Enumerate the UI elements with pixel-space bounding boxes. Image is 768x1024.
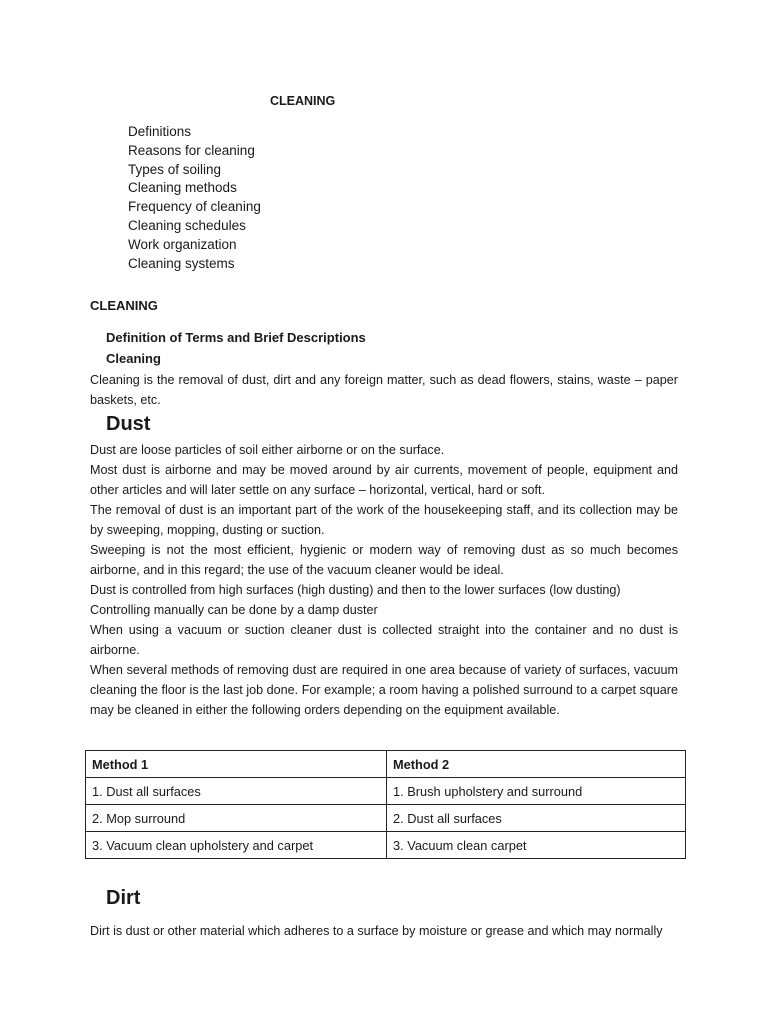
dirt-definition: Dirt is dust or other material which adheres to a surface by moisture or grease and which may normally [90,924,663,938]
table-cell: 2. Mop surround [86,805,387,832]
dust-paragraph: When using a vacuum or suction cleaner dust is collected straight into the container and no dust is airborne. [90,623,678,657]
contents-list [128,123,261,273]
definitions-heading: Definition of Terms and Brief Descriptions [106,330,366,345]
table-header-cell: Method 1 [86,751,387,778]
contents-item: Cleaning schedules [128,217,246,233]
table-cell: 3. Vacuum clean carpet [387,832,686,859]
table-cell: 2. Dust all surfaces [387,805,686,832]
table-row [86,778,686,805]
methods-table [85,750,686,859]
section-heading: CLEANING [90,298,158,313]
table-cell: 1. Dust all surfaces [86,778,387,805]
dust-paragraph: Controlling manually can be done by a damp duster [90,603,378,617]
contents-item: Cleaning systems [128,255,235,271]
dust-heading: Dust [106,413,151,435]
contents-item: Frequency of cleaning [128,199,261,215]
document-title: CLEANING [270,94,336,108]
table-row [86,805,686,832]
contents-item: Types of soiling [128,161,222,177]
dust-paragraph: Dust is controlled from high surfaces (high dusting) and then to the lower surfaces (low dusting) [90,583,621,597]
table-cell: 1. Brush upholstery and surround [387,778,686,805]
contents-item: Cleaning methods [128,180,237,196]
contents-item: Work organization [128,236,237,252]
dust-paragraph: Dust are loose particles of soil either airborne or on the surface. [90,443,445,457]
contents-item: Reasons for cleaning [128,142,255,158]
dust-paragraph: When several methods of removing dust are required in one area because of variety of surfaces, vacuum cleaning the floor is the last job done. For example; a room having a polished surround to a carpet square may be cleaned in either the following orders depending on the equipment available. [90,663,678,717]
dirt-heading: Dirt [106,887,141,909]
table-header-cell: Method 2 [387,751,686,778]
dust-paragraph: The removal of dust is an important part of the work of the housekeeping staff, and its collection may be by sweeping, mopping, dusting or suction. [90,503,678,537]
contents-item: Definitions [128,124,192,139]
table-row [86,832,686,859]
cleaning-definition: Cleaning is the removal of dust, dirt and any foreign matter, such as dead flowers, stains, waste – paper baskets, etc. [90,373,678,407]
dust-paragraph: Sweeping is not the most efficient, hygienic or modern way of removing dust as so much becomes airborne, and in this regard; the use of the vacuum cleaner would be ideal. [90,543,678,577]
dust-paragraph: Most dust is airborne and may be moved around by air currents, movement of people, equipment and other articles and will later settle on any surface – horizontal, vertical, hard or soft. [90,463,678,497]
table-cell: 3. Vacuum clean upholstery and carpet [86,832,387,859]
table-header-row [86,751,686,778]
cleaning-heading: Cleaning [106,351,161,366]
